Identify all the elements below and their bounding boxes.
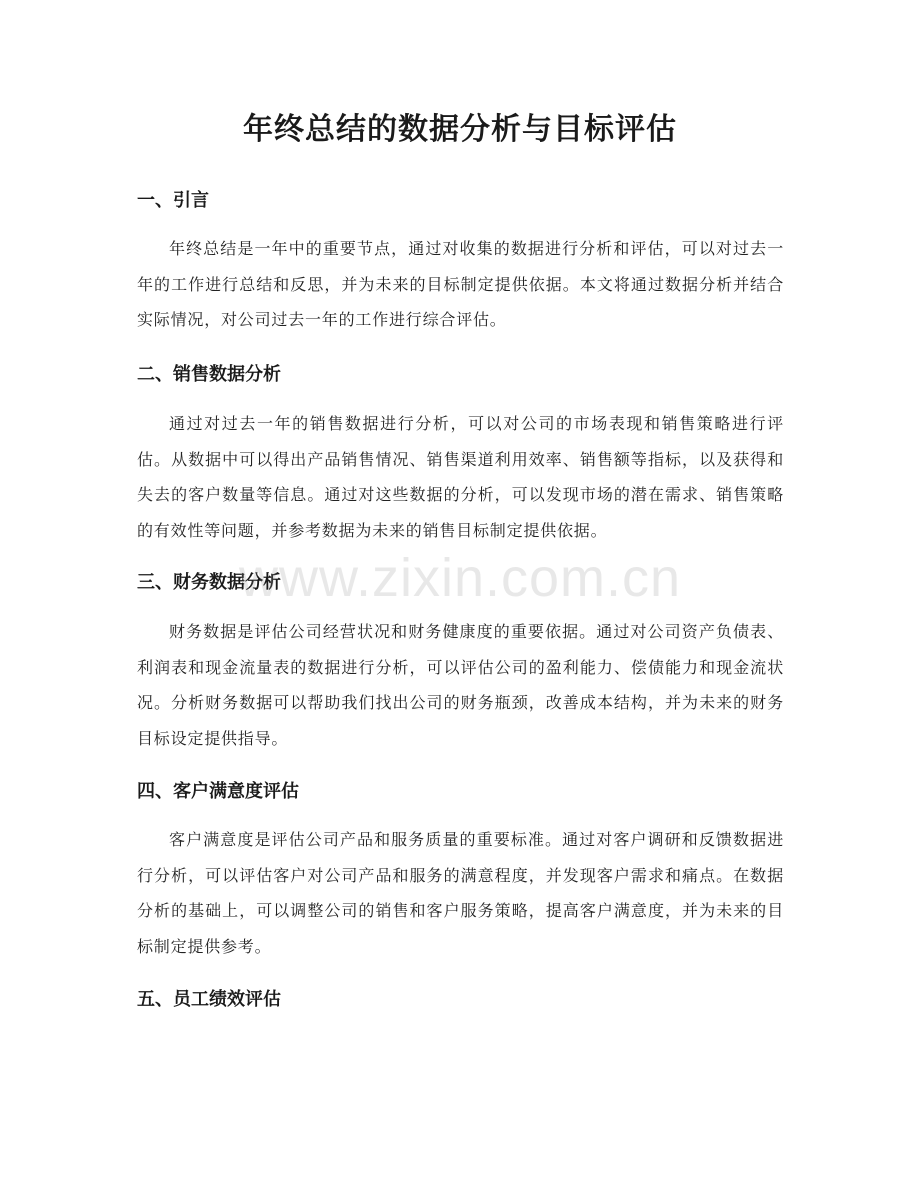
section-heading-customer-satisfaction: 四、客户满意度评估	[137, 781, 299, 802]
section-heading-introduction: 一、引言	[137, 190, 209, 211]
watermark: www.zixin.com.cn	[238, 548, 682, 608]
section-paragraph-customer-satisfaction: 客户满意度是评估公司产品和服务质量的重要标准。通过对客户调研和反馈数据进行分析，可以评估客户对公司产品和服务的满意程度，并发现客户需求和痛点。在数据分析的基础上，可以调整公司的销售和客户服务策略，提高客户满意度，并为未来的目标制定提供参考。	[137, 830, 784, 956]
section-heading-sales-analysis: 二、销售数据分析	[137, 364, 281, 385]
section-paragraph-introduction: 年终总结是一年中的重要节点，通过对收集的数据进行分析和评估，可以对过去一年的工作进行总结和反思，并为未来的目标制定提供依据。本文将通过数据分析并结合实际情况，对公司过去一年的工作进行综合评估。	[137, 239, 784, 329]
document-title: 年终总结的数据分析与目标评估	[243, 112, 677, 147]
section-paragraph-sales-analysis: 通过对过去一年的销售数据进行分析，可以对公司的市场表现和销售策略进行评估。从数据中可以得出产品销售情况、销售渠道利用效率、销售额等指标，以及获得和失去的客户数量等信息。通过对这些数据的分析，可以发现市场的潜在需求、销售策略的有效性等问题，并参考数据为未来的销售目标制定提供依据。	[137, 414, 784, 540]
section-paragraph-financial-analysis: 财务数据是评估公司经营状况和财务健康度的重要依据。通过对公司资产负债表、利润表和现金流量表的数据进行分析，可以评估公司的盈利能力、偿债能力和现金流状况。分析财务数据可以帮助我们找出公司的财务瓶颈，改善成本结构，并为未来的财务目标设定提供指导。	[137, 622, 784, 748]
section-heading-employee-performance: 五、员工绩效评估	[137, 989, 281, 1010]
section-heading-financial-analysis: 三、财务数据分析	[137, 572, 281, 593]
